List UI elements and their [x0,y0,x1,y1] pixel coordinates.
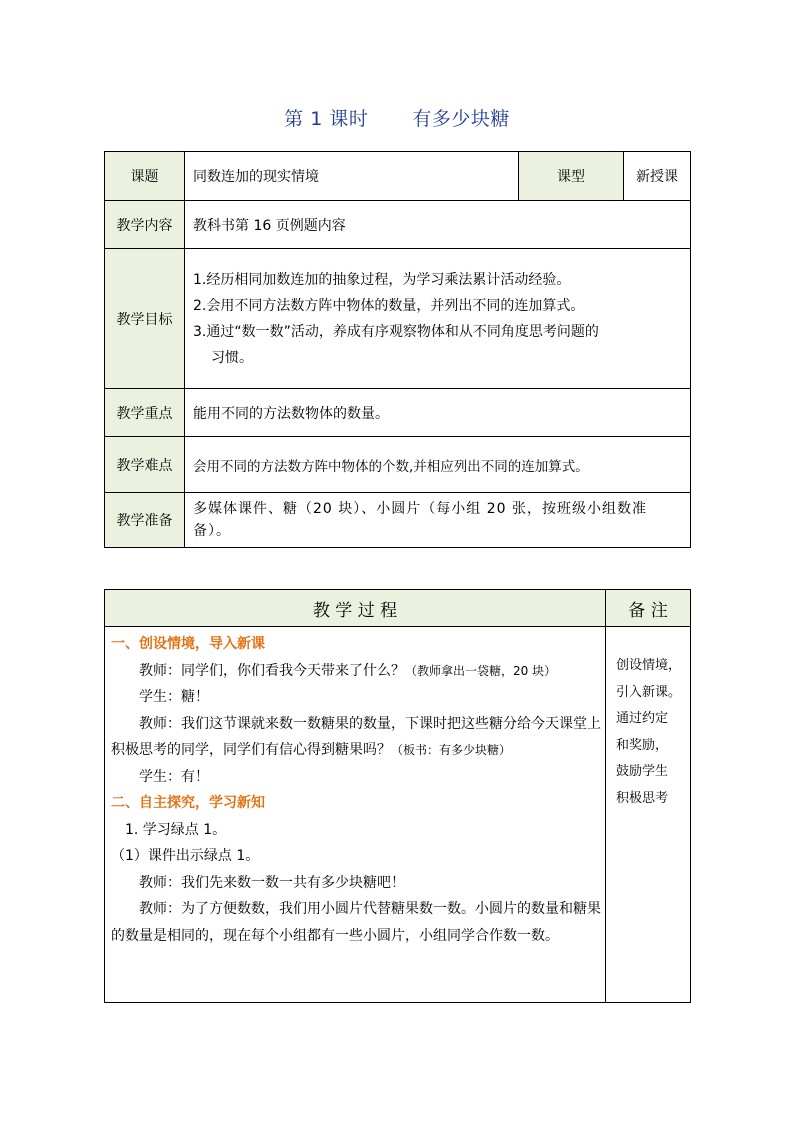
content-row [105,201,691,249]
topic-row [105,152,691,201]
goal-item: 1.经历相同加数连加的抽象过程，为学习乘法累计活动经验。 [193,271,571,288]
dialogue-line: 学生：糖！ [139,689,209,705]
process-header: 教 学 过 程 [105,590,606,627]
goal-item: 习惯。 [211,349,253,366]
section-heading: 二、自主探究，学习新知 [111,795,265,811]
content-value: 教科书第 16 页例题内容 [185,201,691,249]
prep-value: 多媒体课件、糖（20 块）、小圆片（每小组 20 张，按班级小组数准备）。 [185,493,691,548]
step-line: （1）课件出示绿点 1。 [111,848,260,864]
goals-row [105,249,691,389]
dialogue-line: 教师：同学们，你们看我今天带来了什么？（教师拿出一袋糖，20 块） [139,662,557,679]
notes-content [606,627,691,1003]
topic-label: 课题 [105,152,185,201]
process-header-row [105,590,691,627]
topic-value: 同数连加的现实情境 [185,152,519,201]
note-line: 创设情境， [616,658,682,673]
step-line: 1. 学习绿点 1。 [125,821,227,838]
prep-row [105,493,691,548]
prep-label: 教学准备 [105,493,185,548]
focus-row [105,389,691,437]
difficulty-label: 教学难点 [105,437,185,493]
dialogue-line: 学生：有！ [139,768,209,785]
focus-label: 教学重点 [105,389,185,437]
lesson-topic: 有多少块糖 [412,108,510,130]
type-value: 新授课 [624,152,691,201]
note-line: 积极思考 [616,790,669,806]
goal-item: 3.通过“数一数”活动，养成有序观察物体和从不同角度思考问题的 [193,323,599,340]
notes-header: 备 注 [606,590,691,627]
goals-list [185,249,691,389]
goals-label: 教学目标 [105,249,185,389]
difficulty-row [105,437,691,493]
type-label: 课型 [519,152,624,201]
note-line: 鼓励学生 [616,764,669,779]
process-body-row [105,627,691,1003]
page-title [0,104,794,131]
section-heading: 一、创设情境，导入新课 [111,636,265,652]
teaching-process-table [104,589,691,1003]
note-line: 和奖励， [616,737,669,753]
lesson-number: 第 1 课时 [284,108,369,130]
dialogue-line: 教师：为了方便数数，我们用小圆片代替糖果数一数。小圆片的数量和糖果的数量是相同的，现在每个小组都有一些小圆片，小组同学合作数一数。 [111,901,601,944]
process-content [105,627,606,1003]
difficulty-value: 会用不同的方法数方阵中物体的个数,并相应列出不同的连加算式。 [185,437,691,493]
lesson-info-table [104,151,691,548]
goal-item: 2.会用不同方法数方阵中物体的数量，并列出不同的连加算式。 [193,297,585,314]
dialogue-line: 教师：我们这节课就来数一数糖果的数量，下课时把这些糖分给今天课堂上积极思考的同学，同学们有信心得到糖果吗？（板书：有多少块糖） [111,715,601,758]
note-line: 引入新课。 [616,684,682,700]
focus-value: 能用不同的方法数物体的数量。 [185,389,691,437]
dialogue-line: 教师：我们先来数一数一共有多少块糖吧！ [139,874,405,891]
note-line: 通过约定 [616,711,669,726]
content-label: 教学内容 [105,201,185,249]
